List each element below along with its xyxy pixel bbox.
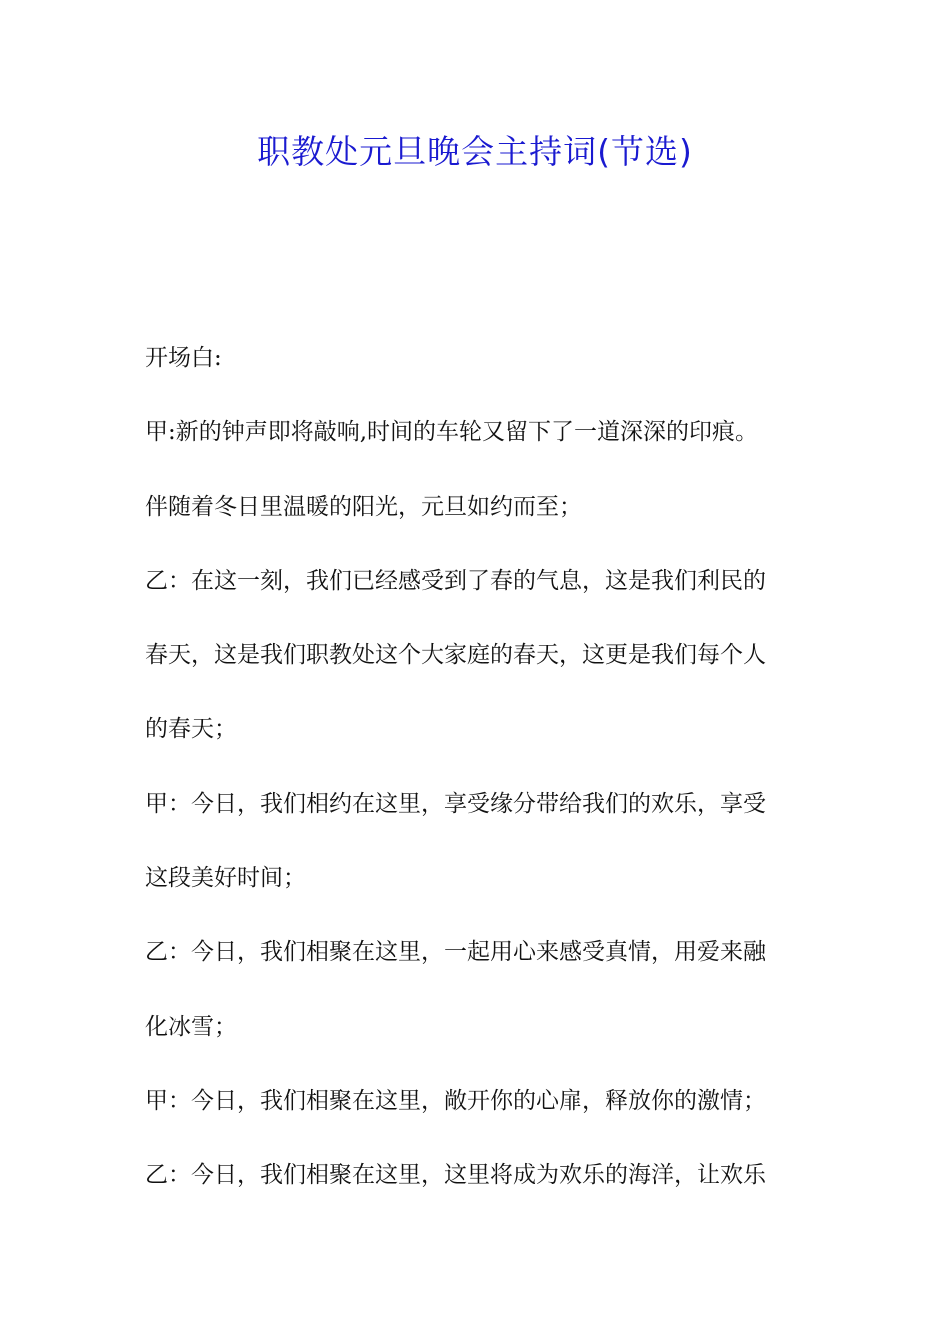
paragraph-line: 开场白: bbox=[145, 345, 222, 371]
paragraph-line: 的春天； bbox=[145, 716, 237, 743]
paragraph-line: 甲：今日，我们相约在这里，享受缘分带给我们的欢乐，享受 bbox=[145, 790, 766, 817]
paragraph-line: 化冰雪； bbox=[145, 1013, 237, 1040]
paragraph-line: 伴随着冬日里温暖的阳光，元旦如约而至； bbox=[145, 493, 582, 520]
paragraph-line: 这段美好时间； bbox=[145, 865, 306, 892]
paragraph-line: 乙：在这一刻，我们已经感受到了春的气息，这是我们利民的 bbox=[145, 567, 766, 594]
paragraph-line: 甲:新的钟声即将敲响,时间的车轮又留下了一道深深的印痕。 bbox=[145, 419, 759, 446]
paragraph-line: 乙：今日，我们相聚在这里，这里将成为欢乐的海洋，让欢乐 bbox=[145, 1162, 766, 1189]
paragraph-line: 春天，这是我们职教处这个大家庭的春天，这更是我们每个人 bbox=[145, 642, 766, 669]
paragraph-line: 甲：今日，我们相聚在这里，敞开你的心扉，释放你的激情； bbox=[145, 1087, 766, 1114]
document-title: 职教处元旦晚会主持词(节选) bbox=[257, 132, 693, 171]
paragraph-line: 乙：今日，我们相聚在这里，一起用心来感受真情，用爱来融 bbox=[145, 939, 766, 966]
document-body bbox=[145, 336, 810, 1228]
